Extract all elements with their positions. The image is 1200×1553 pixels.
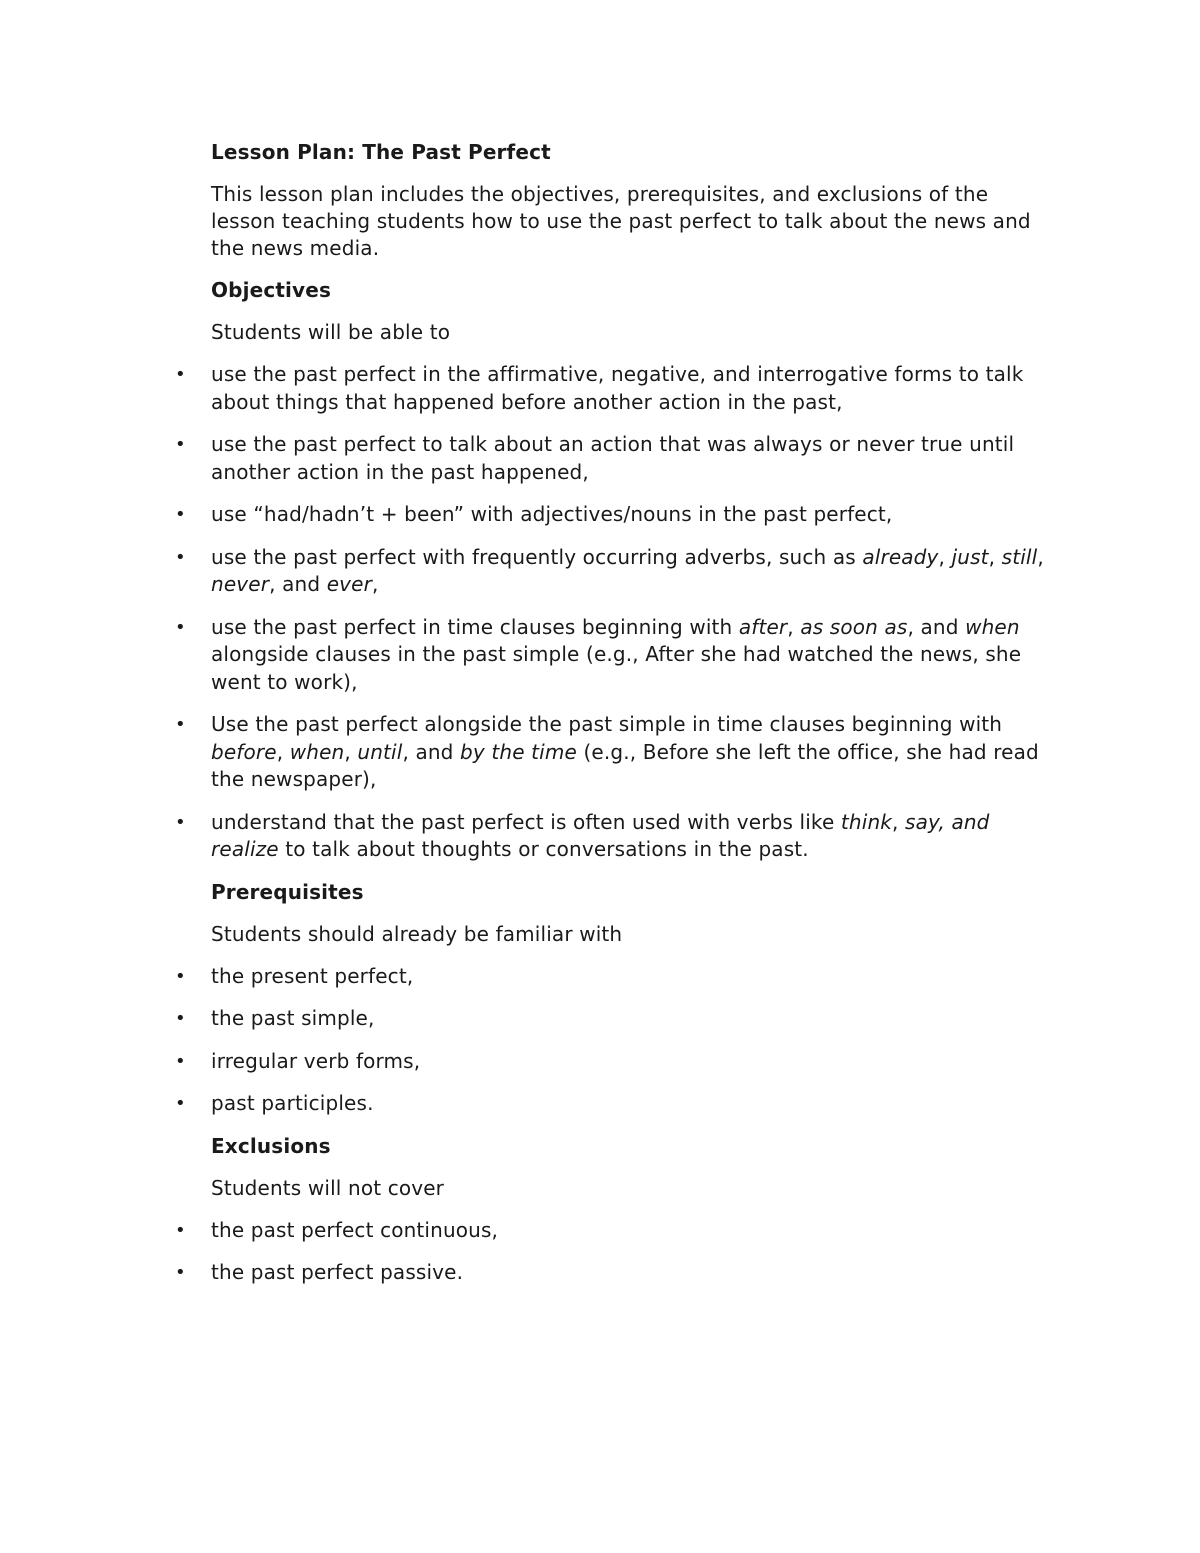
list-item (175, 1048, 1051, 1076)
text-run: , and (269, 572, 327, 596)
bullet-icon: • (175, 364, 186, 385)
document-title: Lesson Plan: The Past Perfect (211, 140, 551, 164)
italic-term: never (211, 572, 270, 596)
list-item (175, 711, 1051, 794)
italic-term: still (1001, 544, 1038, 569)
bullet-icon: • (175, 1093, 186, 1114)
prerequisites-lead: Students should already be familiar with (211, 921, 623, 946)
text-run: alongside clauses in the past simple (e.g., After she had watched the news, she went to work), (211, 642, 1022, 694)
list-item-text (211, 712, 1039, 791)
objectives-heading: Objectives (211, 278, 332, 302)
italic-term: as soon as (800, 614, 908, 639)
exclusions-lead: Students will not cover (211, 1175, 445, 1200)
bullet-icon: • (175, 1050, 186, 1072)
objectives-list (175, 361, 1051, 864)
list-item (175, 431, 1051, 486)
list-item (175, 1090, 1051, 1118)
text-run: Use the past perfect alongside the past simple in time clauses beginning with (211, 712, 1003, 736)
italic-term: ever (326, 572, 372, 596)
italic-term: think (840, 809, 893, 834)
text-run: to talk about thoughts or conversations in the past. (278, 837, 809, 861)
italic-term: before (211, 739, 277, 764)
bullet-icon: • (175, 1008, 186, 1029)
italic-term: just (951, 544, 989, 569)
list-item-text: irregular verb forms, (211, 1048, 421, 1073)
exclusions-list (175, 1217, 1051, 1287)
list-item-text: the past perfect passive. (211, 1260, 464, 1284)
list-item (175, 501, 1051, 529)
text-run: , (276, 739, 290, 764)
bullet-icon: • (175, 811, 186, 833)
text-run: , (1037, 544, 1044, 569)
bullet-icon: • (175, 546, 186, 568)
text-run: , (371, 572, 379, 596)
list-item-text: the present perfect, (211, 963, 414, 988)
list-item (175, 361, 1051, 416)
text-run: , (892, 809, 906, 834)
intro-paragraph: This lesson plan includes the objectives, prerequisites, and exclusions of the lesson teaching students how to use the past perfect to talk about the news and the news media. (211, 182, 1031, 260)
italic-term: after (738, 614, 788, 639)
italic-term: say, and realize (211, 809, 990, 861)
italic-term: when (965, 614, 1020, 639)
bullet-icon: • (175, 1219, 186, 1241)
list-item (175, 963, 1051, 991)
italic-term: already (862, 544, 939, 569)
prerequisites-list (175, 963, 1051, 1118)
text-run: , (344, 739, 358, 764)
italic-term: until (357, 739, 403, 764)
list-item-text: use the past perfect in the affirmative, negative, and interrogative forms to talk about things that happened before another action in the past, (211, 362, 1024, 414)
bullet-icon: • (175, 965, 186, 987)
list-item (175, 544, 1051, 599)
bullet-icon: • (175, 714, 186, 735)
list-item (175, 809, 1051, 864)
text-run: , (938, 544, 952, 569)
list-item (175, 1005, 1051, 1033)
list-item-text (211, 615, 1021, 694)
bullet-icon: • (175, 434, 186, 455)
list-item (175, 1259, 1051, 1287)
objectives-lead: Students will be able to (211, 320, 451, 344)
list-item-text: past participles. (211, 1091, 374, 1115)
text-run: understand that the past perfect is often used with verbs like (211, 809, 841, 834)
italic-term: when (289, 739, 345, 764)
bullet-icon: • (175, 1262, 186, 1283)
list-item (175, 1217, 1051, 1245)
list-item-text (211, 545, 1044, 597)
list-item-text (211, 810, 990, 862)
text-run: use the past perfect with frequently occurring adverbs, such as (211, 544, 863, 569)
list-item-text: the past perfect continuous, (211, 1217, 499, 1242)
list-item-text: use the past perfect to talk about an action that was always or never true until another action in the past happened, (211, 432, 1015, 484)
text-run: , and (907, 614, 966, 639)
text-run: , (787, 614, 801, 639)
italic-term: by the time (460, 739, 577, 764)
list-item (175, 614, 1051, 697)
bullet-icon: • (175, 504, 186, 525)
prerequisites-heading: Prerequisites (211, 879, 364, 904)
text-run: (e.g., Before she left the office, she had read the newspaper), (211, 739, 1039, 791)
text-run: use the past perfect in time clauses beginning with (211, 614, 739, 639)
document-content (175, 139, 1051, 1302)
text-run: , (988, 544, 1002, 569)
list-item-text: use “had/hadn’t + been” with adjectives/nouns in the past perfect, (211, 502, 893, 526)
list-item-text: the past simple, (211, 1006, 375, 1030)
exclusions-heading: Exclusions (211, 1133, 331, 1158)
bullet-icon: • (175, 616, 186, 638)
text-run: , and (402, 739, 461, 764)
